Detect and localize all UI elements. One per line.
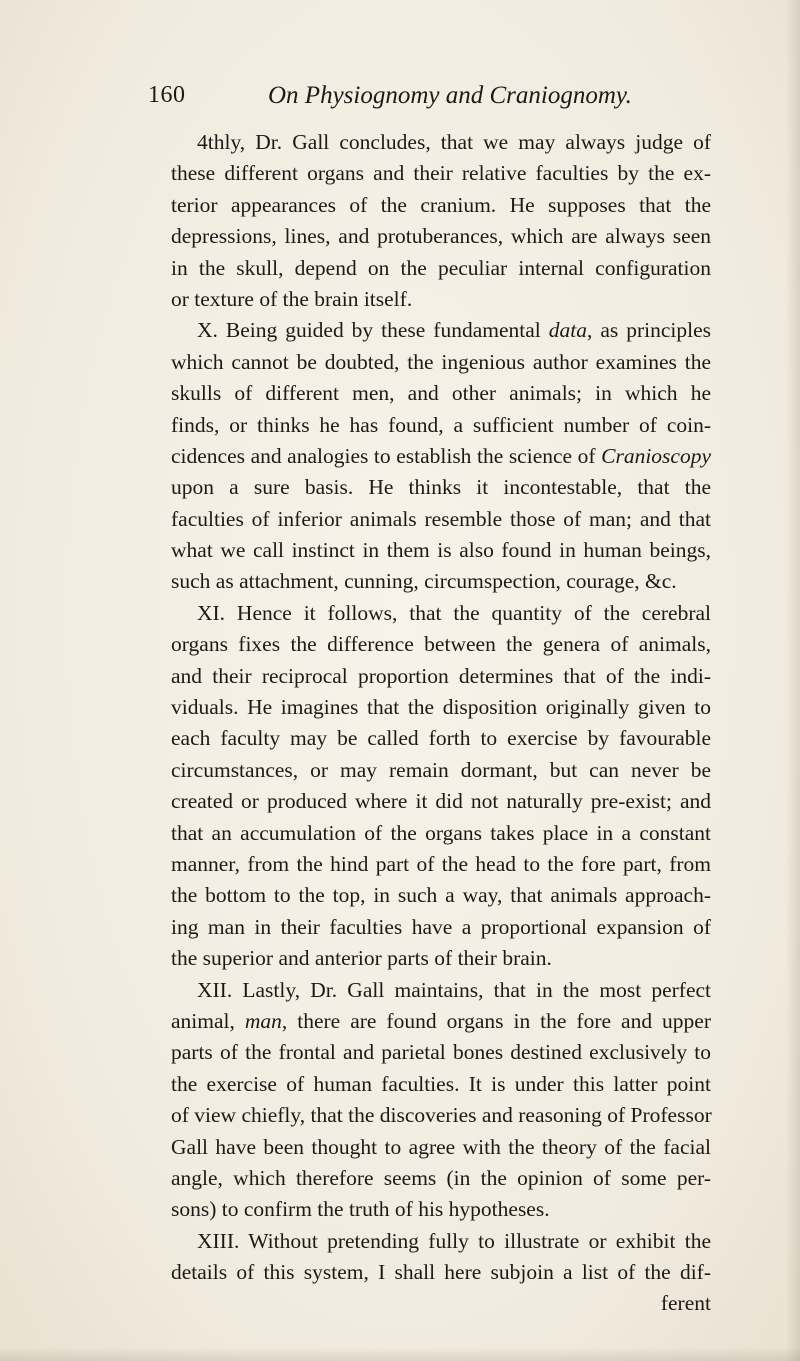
text-line: the superior and anterior parts of their brain. xyxy=(171,946,552,971)
text-line: organs fixes the difference between the genera of animals, xyxy=(171,632,711,657)
text-line: ferent xyxy=(660,1291,711,1316)
text-line: in the skull, depend on the peculiar internal configuration xyxy=(171,255,711,280)
text-line: angle, which therefore seems (in the opinion of some per- xyxy=(171,1165,711,1190)
text-line: circumstances, or may remain dormant, but can never be xyxy=(171,757,711,782)
text-line: terior appearances of the cranium. He supposes that the xyxy=(171,192,711,217)
italic-term: man xyxy=(244,1008,282,1033)
text-line: which cannot be doubted, the ingenious author examines the xyxy=(171,349,711,374)
text-line: the exercise of human faculties. It is under this latter point xyxy=(171,1071,711,1096)
text-line: manner, from the hind part of the head to the fore part, from xyxy=(171,851,711,876)
text-line: parts of the frontal and parietal bones destined exclusively to xyxy=(171,1040,711,1065)
text-line xyxy=(171,315,711,346)
text-line: XII. Lastly, Dr. Gall maintains, that in the most perfect xyxy=(197,977,711,1002)
italic-term: data xyxy=(548,318,587,343)
text-line: XI. Hence it follows, that the quantity of the cerebral xyxy=(197,600,711,625)
text-line: of view chiefly, that the discoveries and reasoning of Professor xyxy=(171,1103,712,1128)
page-number: 160 xyxy=(148,82,186,108)
text-line: details of this system, I shall here subjoin a list of the dif- xyxy=(171,1260,711,1285)
page-edge-shadow xyxy=(786,0,800,1361)
page-bottom-shadow xyxy=(0,1347,800,1361)
text-line: 4thly, Dr. Gall concludes, that we may always judge of xyxy=(197,130,711,154)
text-line xyxy=(171,441,711,472)
text-line: Gall have been thought to agree with the theory of the facial xyxy=(171,1134,711,1159)
text-line: skulls of different men, and other animals; in which he xyxy=(171,381,711,406)
text-line: each faculty may be called forth to exercise by favourable xyxy=(171,726,711,751)
running-title: On Physiognomy and Craniognomy. xyxy=(268,82,632,109)
text-run: animal, xyxy=(171,1008,245,1033)
text-line: upon a sure basis. He thinks it incontestable, that the xyxy=(171,475,711,500)
text-run: , there are found organs in the fore and upper xyxy=(281,1008,711,1033)
page-header xyxy=(148,82,708,116)
text-line: the bottom to the top, in such a way, that animals approach- xyxy=(171,883,711,908)
text-line xyxy=(171,1006,711,1037)
text-line: that an accumulation of the organs takes place in a constant xyxy=(171,820,711,845)
text-line: created or produced where it did not naturally pre-exist; and xyxy=(171,789,711,814)
text-run: cidences and analogies to establish the science of xyxy=(171,443,602,468)
text-line: faculties of inferior animals resemble those of man; and that xyxy=(171,506,711,531)
body-text xyxy=(171,127,711,1320)
text-line: these different organs and their relative faculties by the ex- xyxy=(171,161,711,186)
text-line: depressions, lines, and protuberances, which are always seen xyxy=(171,224,711,249)
text-run: X. Being guided by these fundamental xyxy=(197,318,549,343)
text-line: or texture of the brain itself. xyxy=(171,286,413,311)
text-line: what we call instinct in them is also found in human beings, xyxy=(171,538,711,563)
text-line: XIII. Without pretending fully to illustrate or exhibit the xyxy=(197,1228,711,1253)
text-line: ing man in their faculties have a proportional expansion of xyxy=(171,914,711,939)
text-run: , as principles xyxy=(586,318,711,343)
text-line: sons) to confirm the truth of his hypotheses. xyxy=(171,1197,550,1222)
text-line: such as attachment, cunning, circumspection, courage, &c. xyxy=(171,569,677,594)
text-line: and their reciprocal proportion determines that of the indi- xyxy=(171,663,711,688)
text-line: viduals. He imagines that the disposition originally given to xyxy=(171,695,711,720)
text-line: finds, or thinks he has found, a sufficient number of coin- xyxy=(171,412,711,437)
italic-term: Cranioscopy xyxy=(601,443,711,468)
